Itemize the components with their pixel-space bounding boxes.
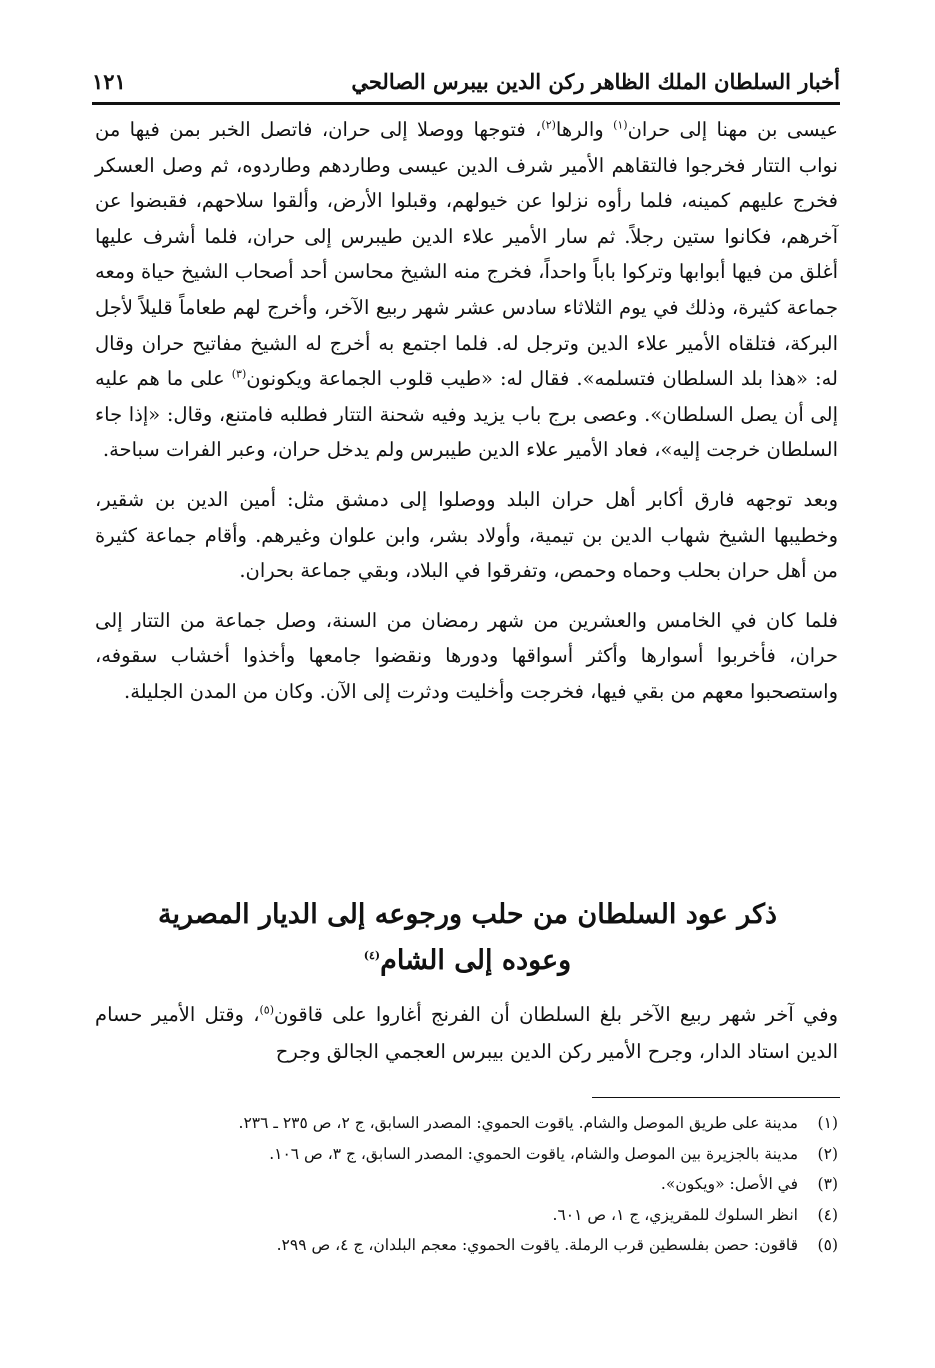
footnote-ref-4: (٤): [363, 949, 381, 962]
footnote-number: (٢): [817, 1144, 838, 1163]
footnote-text: قاقون: حصن بفلسطين قرب الرملة. ياقوت الحموي: معجم البلدان، ج ٤، ص ٢٩٩.: [276, 1236, 798, 1254]
footnote-item: [95, 1230, 838, 1261]
main-text: [95, 112, 838, 710]
footnote-text: مدينة على طريق الموصل والشام. ياقوت الحموي: المصدر السابق، ج ٢، ص ٢٣٥ ـ ٢٣٦.: [238, 1114, 798, 1132]
footnote-item: [95, 1108, 838, 1139]
running-header: [92, 62, 840, 100]
text-segment: وفي آخر شهر ربيع الآخر بلغ السلطان أن الفرنج أغاروا على قاقون: [274, 1003, 839, 1026]
final-text: [95, 996, 838, 1070]
footnote-text: في الأصل: «ويكون».: [660, 1175, 798, 1193]
paragraph-3: فلما كان في الخامس والعشرين من شهر رمضان من السنة، وصل جماعة من التتار إلى حران، فأخربوا أسوارها وأكثر أسواقها ودورها ونقضوا جامعها وأخذوا أخشاب سقوفه، واستصحبوا معهم من بقي فيها، فخرجت وأخليت ودثرت إلى الآن. وكان من المدن الجليلة.: [95, 608, 838, 703]
footnote-ref-5: (٥): [259, 1003, 275, 1017]
paragraph-4: [95, 996, 838, 1070]
footnote-item: [95, 1139, 838, 1170]
footnote-text: انظر السلوك للمقريزي، ج ١، ص ٦٠١.: [552, 1205, 798, 1224]
page-number: ١٢١: [92, 68, 126, 94]
footnote-number: (٣): [817, 1175, 838, 1193]
footnote-item: [95, 1169, 838, 1200]
heading-line-2: [95, 938, 840, 984]
footnote-number: (٥): [817, 1236, 838, 1254]
footnote-ref-3: (٣): [231, 367, 247, 381]
footnote-item: [95, 1200, 838, 1231]
text-segment: ، وقتل الأمير حسام الدين استاد الدار، وجرح الأمير ركن الدين بيبرس العجمي الجالق وجرح: [95, 1003, 838, 1063]
running-title: أخبار السلطان الملك الظاهر ركن الدين بيبرس الصالحي: [351, 68, 840, 94]
text-segment: على ما هم عليه إلى أن يصل السلطان». وعصى برج باب يزيد وفيه شحنة التتار فطلبه فامتنع، وقال: «إذا جاء السلطان خرجت إليه»، فعاد الأمير علاء الدين طيبرس ولم يدخل حران، وعبر الفرات سباحة.: [95, 367, 838, 462]
heading-line-2-text: وعوده إلى الشام: [380, 945, 572, 976]
footnote-text: مدينة بالجزيرة بين الموصل والشام، ياقوت الحموي: المصدر السابق، ج ٣، ص ١٠٦.: [269, 1144, 798, 1163]
paragraph-1: [95, 112, 838, 468]
footnote-number: (٤): [817, 1205, 838, 1224]
text-segment: ، فتوجها ووصلا إلى حران، فاتصل الخبر بمن فيها من نواب التتار فخرجوا فالتقاهم الأمير شرف الدين عيسى وطاردهم وطاردوه، ثم وصل العسكر فخرج عليهم كمينه، فلما رأوه نزلوا عن خيولهم، وقبلوا الأرض، وألقوا سلاحهم، فقبضوا عن آخرهم، فكانوا ستين رجلاً. ثم سار الأمير علاء الدين طيبرس إلى حران، فلما أشرف عليها أغلق من فيها أبوابها وتركوا باباً واحداً، فخرج منه الشيخ محاسن أحد أصحاب الشيخ حياة ومعه جماعة كثيرة، وذلك في يوم الثلاثاء سادس عشر شهر ربيع الآخر، وأخرج لهم طعاماً قليلاً لأجل البركة، فتلقاه الأمير علاء الدين وترجل له. فلما اجتمع به أخرج له الشيخ مفاتيح حران وقال له: «هذا بلد السلطان فتسلمه». فقال له: «طيب قلوب الجماعة ويكونون: [95, 118, 839, 391]
footnote-number: (١): [817, 1114, 838, 1132]
footnote-ref-1: (١): [613, 118, 628, 132]
paragraph-2: وبعد توجهه فارق أكابر أهل حران البلد ووصلوا إلى دمشق مثل: أمين الدين بن شقير، وخطيبها الشيخ شهاب الدين بن تيمية، وأولاد بشر، وابن علوان وغيرهم. وأقام جماعة كثيرة من أهل حران بحلب وحماه وحمص، وتفرقوا في البلاد، وبقي جماعة بحران.: [95, 487, 838, 583]
header-divider: [92, 102, 840, 105]
text-segment: والرها: [555, 118, 614, 141]
footnote-divider: [592, 1097, 840, 1098]
heading-line-1: ذكر عود السلطان من حلب ورجوعه إلى الديار المصرية: [157, 899, 778, 930]
text-segment: عيسى بن مهنا إلى حران: [627, 118, 838, 141]
footnote-ref-2: (٢): [541, 118, 556, 132]
footnotes: [95, 1108, 838, 1261]
section-heading: [95, 892, 840, 984]
